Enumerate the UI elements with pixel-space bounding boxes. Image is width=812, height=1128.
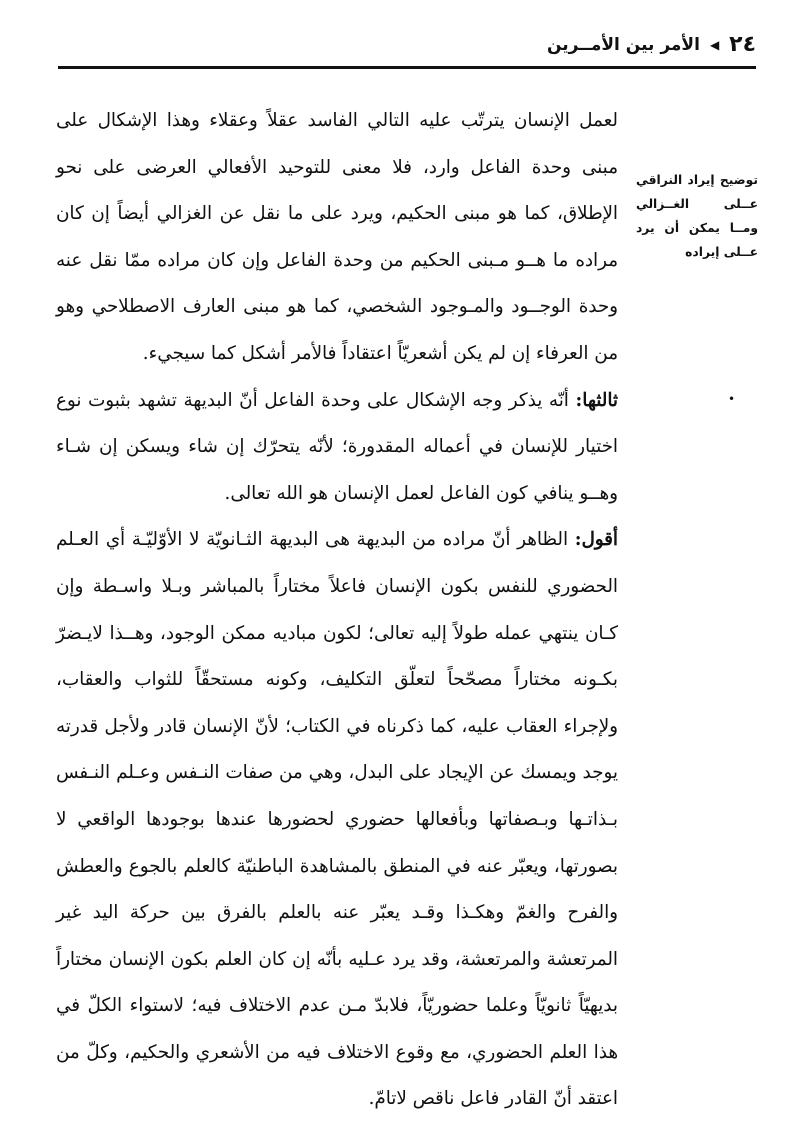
- page-number: ٢٤: [729, 32, 756, 57]
- header-rule: [58, 66, 756, 69]
- paragraph-2-lead: ثالثها:: [575, 389, 618, 411]
- margin-note: توضيح إيراد النراقي عــلى الغــزالي ومــا يمكن أن يرد عــلى إيراده: [636, 173, 758, 259]
- paragraph-3: [56, 517, 618, 1123]
- running-title: الأمر بين الأمــرين: [546, 34, 700, 55]
- paragraph-3-lead: أقول:: [574, 529, 618, 551]
- running-header: [58, 28, 756, 68]
- body-text: [56, 98, 618, 1123]
- margin-bullet: •: [728, 392, 736, 406]
- paragraph-1: لعمل الإنسان يترتّب عليه التالي الفاسد عقلاً وعقلاء وهذا الإشكال على مبنى وحدة الفاعل وارد، فلا معنى للتوحيد الأفعالي العرضى على نحو الإطلاق، كما هو مبنى الحكيم، ويرد على ما نقل عن الغزالي أيضاً إن كان مراده ما هــو مـبنى الحكيم من وحدة الفاعل وإن كان مراده ممّا نقل عنه وحدة الوجــود والمـوجود الشخصي، كما هو مبنى العارف الاصطلاحي وهو من العرفاء إن لم يكن أشعريّاً اعتقاداً فالأمر أشكل كما سيجيء.: [56, 110, 618, 364]
- arrow-icon: ▶: [709, 37, 720, 52]
- paragraph-2: [56, 378, 618, 518]
- paragraph-2-text: أنّه يذكر وجه الإشكال على وحدة الفاعل أنّ البديهة تشهد بثبوت نوع اختيار للإنسان في أعماله المقدورة؛ لأنّه يتحرّك إن شاء ويسكن إن شـاء وهــو ينافي كون الفاعل لعمل الإنسان هو الله تعالى.: [56, 389, 618, 504]
- paragraph-3-text: الظاهر أنّ مراده من البديهة هى البديهة الثـانويّة لا الأوّليّـة أي العـلم الحضوري للنفس بكون الإنسان فاعلاً مختاراً بالمباشر وبـلا واسـطة وإن كـان ينتهي عمله طولاً إليه تعالى؛ لكون مباديه ممكن الوجود، وهــذا لايـضرّ بكـونه مختاراً مصحّحاً لتعلّق التكليف، وكونه مستحقّاً للثواب والعقاب، ولإجراء العقاب عليه، كما ذكرناه في الكتاب؛ لأنّ الإنسان قادر ولأجل قدرته يوجد ويمسك عن الإيجاد على البدل، وهي من صفات النـفس وعـلم النـفس بـذاتـها وبـصفاتها وبأفعالها حضوري لحضورها عندها بوجودها الواقعي لا بصورتها، ويعبّر عنه في المنطق بالمشاهدة الباطنيّة كالعلم بالجوع والعطش والفرح والغمّ وهكـذا وقـد يعبّر عنه بالعلم بالفرق بين حركة اليد غير المرتعشة والمرتعشة، وقد يرد عـليه بأنّه إن كان العلم بكون الإنسان مختاراً بديهيّاً ثانويّاً وعلما حضوريّاً، فلابدّ مـن عدم الاختلاف فيه؛ لاستواء الكلّ في هذا العلم الحضوري، مع وقوع الاختلاف فيه من الأشعري والحكيم، وكلّ من اعتقد أنّ القادر فاعل ناقص لاتامّ.: [56, 529, 618, 1110]
- header-row: [547, 32, 756, 57]
